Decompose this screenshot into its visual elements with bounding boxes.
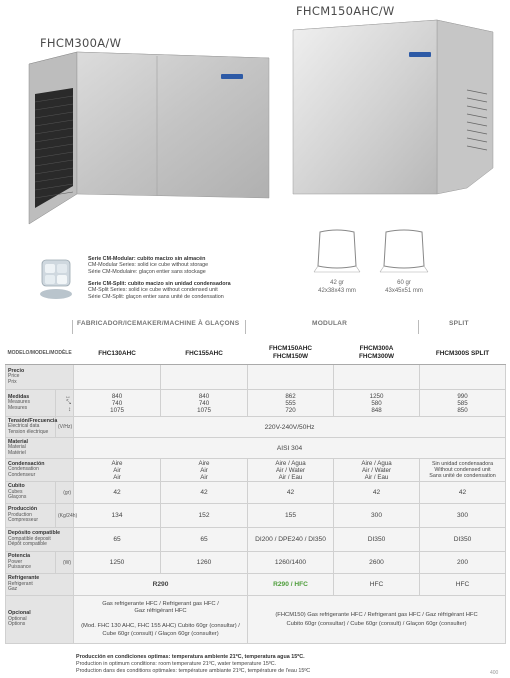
row-unit: (V/Hz) bbox=[56, 417, 74, 438]
table-cell: 134 bbox=[74, 504, 161, 528]
table-header-row bbox=[6, 342, 506, 365]
table-cell: HFC bbox=[420, 574, 506, 596]
cube-42gr-sketch bbox=[312, 228, 362, 274]
row-label: Cubito Cubes Glaçons bbox=[6, 482, 56, 504]
row-label: Condensación Condensation Condenseur bbox=[6, 459, 74, 482]
footer-note-es: Producción en condiciones optimas: temperatura ambiente 21ºC, temperatura agua 15ºC. bbox=[76, 654, 305, 660]
row-label: Precio Price Prix bbox=[6, 365, 74, 390]
row-label: Potencia Power Puissance bbox=[6, 552, 56, 574]
table-cell: 65 bbox=[161, 528, 248, 552]
table-cell: 152 bbox=[161, 504, 248, 528]
row-unit bbox=[56, 390, 74, 417]
table-row-price bbox=[6, 365, 506, 390]
section-heading-icemaker: FABRICADOR/ICEMAKER/MACHINE À GLAÇONS bbox=[77, 320, 240, 327]
fhcm150-machine-image bbox=[287, 18, 497, 200]
footer-note-en: Production in optimum conditions: room temperature 21ºC, water temperature 15ºC. bbox=[76, 661, 277, 667]
table-cell: 840 740 1075 bbox=[74, 390, 161, 417]
row-label: Refrigerante Refrigerant Gaz bbox=[6, 574, 74, 596]
footer-note-fr: Production dans des conditions optimales: température ambiante 21ºC, température de l'eau 15ºC bbox=[76, 668, 311, 674]
table-cell: 1260 bbox=[161, 552, 248, 574]
table-cell: DI200 / DPE240 / DI350 bbox=[248, 528, 334, 552]
table-cell: HFC bbox=[334, 574, 420, 596]
table-cell: Sin unidad condensadora Without condensed unit Sans unité de condensation bbox=[420, 459, 506, 482]
column-header: FHCM300S SPLIT bbox=[420, 342, 506, 365]
column-header: FHC155AHC bbox=[161, 342, 248, 365]
table-cell: 990 585 850 bbox=[420, 390, 506, 417]
ice-cubes-photo bbox=[36, 256, 76, 302]
cube-60gr-sketch bbox=[378, 228, 430, 274]
section-divider bbox=[245, 320, 246, 334]
table-cell: Aire Air Air bbox=[161, 459, 248, 482]
table-cell: 2600 bbox=[334, 552, 420, 574]
section-divider bbox=[72, 320, 73, 334]
specifications-table bbox=[5, 342, 506, 644]
table-cell: Aire Air Air bbox=[74, 459, 161, 482]
table-row-cubes bbox=[6, 482, 506, 504]
table-row-measures bbox=[6, 390, 506, 417]
fhcm300-machine-image bbox=[25, 48, 273, 226]
cube-large-weight: 60 gr bbox=[397, 280, 411, 286]
cube-large-dimensions: 43x45x51 mm bbox=[385, 288, 423, 294]
section-heading-modular: MODULAR bbox=[312, 320, 348, 327]
row-label: Depósito compatible Compatible deposit Dépôt compatible bbox=[6, 528, 74, 552]
table-cell: DI350 bbox=[334, 528, 420, 552]
table-cell: 220V-240V/50Hz bbox=[74, 417, 506, 438]
table-cell: 65 bbox=[74, 528, 161, 552]
row-label: Material Material Matériel bbox=[6, 438, 74, 459]
table-cell: 42 bbox=[334, 482, 420, 504]
table-cell: 300 bbox=[334, 504, 420, 528]
row-label: Opcional Optional Options bbox=[6, 596, 74, 644]
table-cell: Gas refrigerante HFC / Refrigerant gas HFC / Gaz réfrigérant HFC (Mod. FHC 130 AHC, FHC 155 AHC) Cubito 60gr (consultar) / Cube 60gr (consult) / Glaçon 60gr (consulter) bbox=[74, 596, 248, 644]
row-unit: (gr) bbox=[56, 482, 74, 504]
table-cell bbox=[161, 365, 248, 390]
table-row-refrigerant bbox=[6, 574, 506, 596]
model-label-fhcm300: FHCM300A/W bbox=[40, 36, 122, 50]
table-row-production bbox=[6, 504, 506, 528]
table-cell: AISI 304 bbox=[74, 438, 506, 459]
table-cell: 42 bbox=[420, 482, 506, 504]
cube-small-dimensions: 42x38x43 mm bbox=[318, 288, 356, 294]
table-cell: Aire / Agua Air / Water Air / Eau bbox=[248, 459, 334, 482]
section-divider bbox=[418, 320, 419, 334]
table-cell: 1250 bbox=[74, 552, 161, 574]
series-modular-description: Serie CM-Modular: cubito macizo sin almacén CM-Modular Series: solid ice cube without storage Série CM-Modulaire: glaçon entier sans stockage bbox=[88, 256, 209, 275]
table-row-power bbox=[6, 552, 506, 574]
table-cell: 42 bbox=[74, 482, 161, 504]
series-split-description: Serie CM-Split: cubito macizo sin unidad condensadora CM-Split Series: solid ice cube without condensed unit Série CM-Split: glaçon entier sans unité de condensation bbox=[88, 281, 231, 300]
row-label: Producción Production Compresseur bbox=[6, 504, 56, 528]
row-unit: (Kg/24h) bbox=[56, 504, 74, 528]
table-row-material bbox=[6, 438, 506, 459]
table-cell: 155 bbox=[248, 504, 334, 528]
column-header: FHCM150AHC FHCM150W bbox=[248, 342, 334, 365]
table-cell: DI350 bbox=[420, 528, 506, 552]
table-cell bbox=[74, 365, 161, 390]
row-unit: (W) bbox=[56, 552, 74, 574]
table-cell bbox=[334, 365, 420, 390]
table-cell: (FHCM150) Gas refrigerante HFC / Refrigerant gas HFC / Gaz réfrigérant HFC Cubito 60gr (consultar) / Cube 60gr (consult) / Glaçon 60gr (consulter) bbox=[248, 596, 506, 644]
table-cell: 862 555 720 bbox=[248, 390, 334, 417]
column-header: FHCM300A FHCM300W bbox=[334, 342, 420, 365]
page-number: 400 bbox=[490, 670, 499, 676]
dimension-arrows-icon: ↔ ⤡ ↕ bbox=[65, 393, 72, 413]
table-cell: 42 bbox=[248, 482, 334, 504]
table-cell: R290 / HFC bbox=[248, 574, 334, 596]
model-label-fhcm150: FHCM150AHC/W bbox=[296, 4, 395, 18]
table-cell: 42 bbox=[161, 482, 248, 504]
model-column-header: MODELO/MODEL/MODÈLE bbox=[6, 342, 74, 365]
table-row-optional bbox=[6, 596, 506, 644]
table-row-condensation bbox=[6, 459, 506, 482]
table-cell: 200 bbox=[420, 552, 506, 574]
table-cell: 1260/1400 bbox=[248, 552, 334, 574]
section-heading-split: SPLIT bbox=[449, 320, 469, 327]
cube-small-weight: 42 gr bbox=[330, 280, 344, 286]
table-row-electrical bbox=[6, 417, 506, 438]
table-row-deposit bbox=[6, 528, 506, 552]
table-cell: 300 bbox=[420, 504, 506, 528]
table-cell: 840 740 1075 bbox=[161, 390, 248, 417]
table-cell: R290 bbox=[74, 574, 248, 596]
table-cell bbox=[420, 365, 506, 390]
table-cell bbox=[248, 365, 334, 390]
row-label: Tensión/Frecuencia Electrical data Tension électrique bbox=[6, 417, 56, 438]
table-cell: 1250 580 848 bbox=[334, 390, 420, 417]
row-label: Medidas Measures Mesures bbox=[6, 390, 56, 417]
table-cell: Aire / Agua Air / Water Air / Eau bbox=[334, 459, 420, 482]
column-header: FHC130AHC bbox=[74, 342, 161, 365]
